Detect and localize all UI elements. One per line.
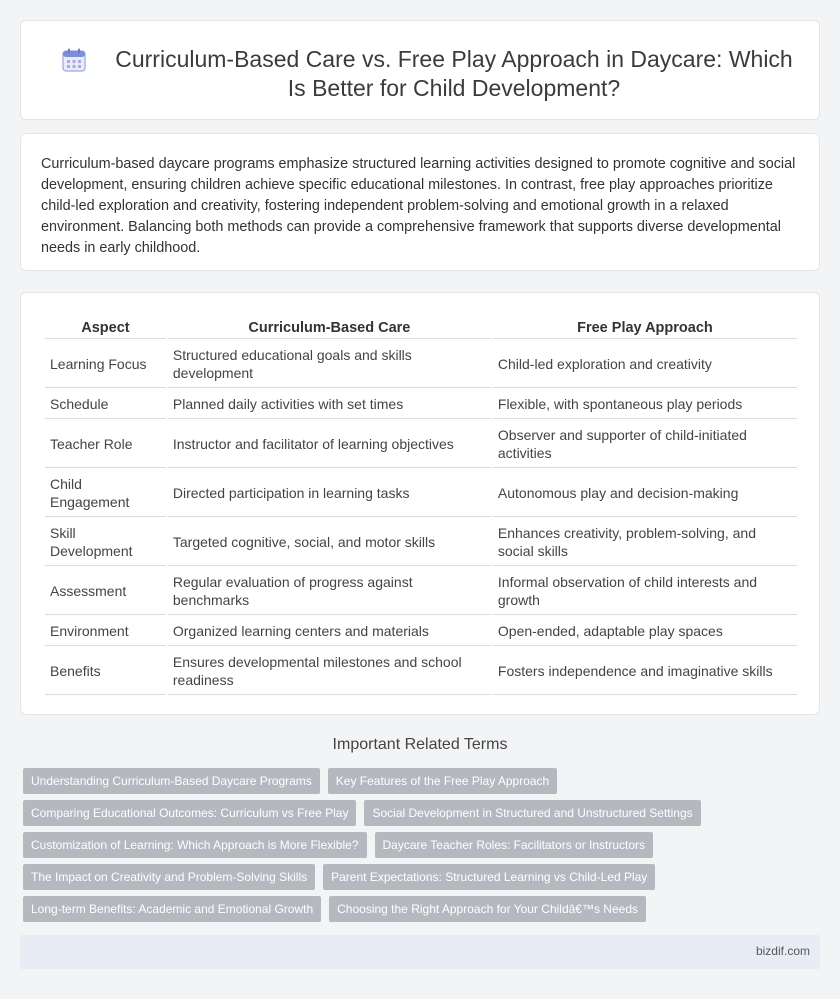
cell-aspect: Benefits <box>45 648 166 695</box>
related-terms-heading: Important Related Terms <box>332 736 508 753</box>
table-row <box>45 390 797 419</box>
cell-free-play: Autonomous play and decision-making <box>493 470 797 517</box>
cell-free-play: Flexible, with spontaneous play periods <box>493 390 797 419</box>
cell-curriculum: Instructor and facilitator of learning objectives <box>168 421 491 468</box>
comparison-table <box>43 313 799 697</box>
cell-aspect: Child Engagement <box>45 470 166 517</box>
footer <box>20 935 820 969</box>
related-term-link[interactable]: Customization of Learning: Which Approach is More Flexible? <box>23 832 367 858</box>
related-term-link[interactable]: Daycare Teacher Roles: Facilitators or Instructors <box>375 832 654 858</box>
cell-aspect: Learning Focus <box>45 341 166 388</box>
table-row <box>45 617 797 646</box>
cell-free-play: Observer and supporter of child-initiated activities <box>493 421 797 468</box>
cell-curriculum: Regular evaluation of progress against benchmarks <box>168 568 491 615</box>
footer-site-link[interactable]: bizdif.com <box>755 944 810 958</box>
comparison-table-card <box>20 292 820 715</box>
intro-paragraph: Curriculum-based daycare programs emphasize structured learning activities designed to promote cognitive and social development, ensuring children achieve specific educational milestones. In contrast, free play approaches prioritize child-led exploration and creativity, fostering independent problem-solving and emotional growth in a relaxed environment. Balancing both methods can provide a comprehensive framework that supports diverse developmental needs in early childhood. <box>41 156 796 256</box>
cell-aspect: Schedule <box>45 390 166 419</box>
intro-card <box>20 133 820 271</box>
related-term-link[interactable]: Comparing Educational Outcomes: Curriculum vs Free Play <box>23 800 356 826</box>
related-term-link[interactable]: Choosing the Right Approach for Your Childâ€™s Needs <box>329 896 646 922</box>
related-term-link[interactable]: Social Development in Structured and Unstructured Settings <box>364 800 700 826</box>
cell-aspect: Environment <box>45 617 166 646</box>
table-row <box>45 519 797 566</box>
title-card <box>20 20 820 120</box>
cell-curriculum: Organized learning centers and materials <box>168 617 491 646</box>
table-row <box>45 421 797 468</box>
header-aspect: Aspect <box>45 315 166 339</box>
related-terms-list <box>23 768 823 922</box>
related-term-link[interactable]: Parent Expectations: Structured Learning vs Child-Led Play <box>323 864 655 890</box>
cell-curriculum: Ensures developmental milestones and school readiness <box>168 648 491 695</box>
table-header-row <box>45 315 797 339</box>
table-row <box>45 568 797 615</box>
related-term-link[interactable]: Long-term Benefits: Academic and Emotional Growth <box>23 896 321 922</box>
cell-aspect: Skill Development <box>45 519 166 566</box>
table-row <box>45 341 797 388</box>
calendar-icon <box>61 47 87 73</box>
table-row <box>45 470 797 517</box>
header-free-play: Free Play Approach <box>493 315 797 339</box>
cell-aspect: Teacher Role <box>45 421 166 468</box>
cell-free-play: Child-led exploration and creativity <box>493 341 797 388</box>
cell-curriculum: Targeted cognitive, social, and motor skills <box>168 519 491 566</box>
cell-curriculum: Directed participation in learning tasks <box>168 470 491 517</box>
header-curriculum: Curriculum-Based Care <box>168 315 491 339</box>
cell-free-play: Informal observation of child interests and growth <box>493 568 797 615</box>
related-term-link[interactable]: Key Features of the Free Play Approach <box>328 768 557 794</box>
cell-free-play: Open-ended, adaptable play spaces <box>493 617 797 646</box>
related-term-link[interactable]: The Impact on Creativity and Problem-Solving Skills <box>23 864 315 890</box>
related-term-link[interactable]: Understanding Curriculum-Based Daycare Programs <box>23 768 320 794</box>
table-row <box>45 648 797 695</box>
cell-curriculum: Planned daily activities with set times <box>168 390 491 419</box>
cell-free-play: Enhances creativity, problem-solving, and social skills <box>493 519 797 566</box>
cell-curriculum: Structured educational goals and skills development <box>168 341 491 388</box>
page-title: Curriculum-Based Care vs. Free Play Approach in Daycare: Which Is Better for Child Development? <box>115 46 793 101</box>
cell-free-play: Fosters independence and imaginative skills <box>493 648 797 695</box>
cell-aspect: Assessment <box>45 568 166 615</box>
